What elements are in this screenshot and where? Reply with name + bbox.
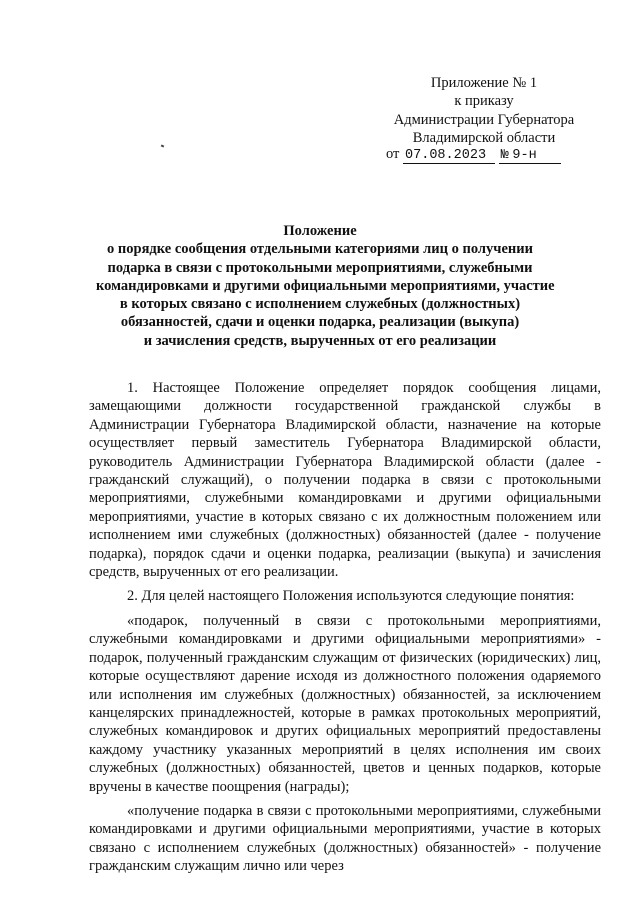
order-reference bbox=[386, 146, 561, 164]
document-body bbox=[89, 379, 601, 882]
appendix-line: Владимирской области bbox=[412, 130, 556, 147]
title-line: и зачисления средств, вырученных от его реализации bbox=[143, 332, 497, 349]
appendix-line: к приказу bbox=[454, 93, 514, 110]
appendix-line: Администрации Губернатора bbox=[393, 111, 575, 128]
title-line: Положение bbox=[283, 223, 357, 239]
order-date: 07.08.2023 bbox=[403, 148, 495, 164]
paragraph-2: 2. Для целей настоящего Положения используются следующие понятия: bbox=[127, 588, 575, 605]
scan-mark bbox=[161, 144, 165, 147]
title-line: обязанностей, сдачи и оценки подарка, реализации (выкупа) bbox=[120, 314, 520, 331]
paragraph-3: «подарок, полученный в связи с протокольными мероприятиями, служебными командировками и другими официальными мероприятиями» - подарок, полученный гражданским служащим от физических (юридических) лиц, которые осуществляют дарение исходя из должностного положения одаряемого или исполнения им служебных (должностных) обязанностей, за исключением канцелярских принадлежностей, которые в рамках протокольных мероприятий, служебных командировок и других официальных мероприятий предоставлены каждому участнику указанных мероприятий в целях исполнения им своих служебных (должностных) обязанностей, цветов и ценных подарков, которые вручены в качестве поощрения (награды); bbox=[89, 612, 601, 795]
order-number: 9-н bbox=[512, 148, 537, 163]
appendix-title: Приложение № 1 bbox=[430, 75, 538, 91]
appendix-header bbox=[384, 74, 584, 148]
order-prefix: от bbox=[386, 146, 400, 162]
paragraph-4: «получение подарка в связи с протокольными мероприятиями, служебными командировками и другими официальными мероприятиями, участие в которых связано с исполнением служебных (должностных) обязанностей» - получение гражданским служащим лично или через bbox=[89, 802, 601, 875]
document-title bbox=[96, 222, 555, 350]
title-line: подарка в связи с протокольными мероприятиями, служебными bbox=[107, 259, 533, 276]
title-line: в которых связано с исполнением служебных (должностных) bbox=[119, 296, 521, 313]
title-line: командировками и другими официальными мероприятиями, участие bbox=[96, 277, 555, 294]
order-number-sign: № bbox=[500, 148, 509, 163]
title-line: о порядке сообщения отдельными категориями лиц о получении bbox=[107, 241, 533, 258]
paragraph-1: 1. Настоящее Положение определяет порядок сообщения лицами, замещающими должности государственной гражданской службы в Администрации Губернатора Владимирской области, назначение на которые осуществляет первый заместитель Губернатора Владимирской области, руководитель Администрации Губернатора Владимирской области (далее - гражданский служащий), о получении подарка в связи с протокольными мероприятиями, служебными командировками и другими официальными мероприятиями, участие в которых связано с их должностным положением или исполнением ими служебных (должностных) обязанностей (далее - получение подарка), порядок сдачи и оценки подарка, реализации (выкупа) и зачисления средств, вырученных от его реализации. bbox=[89, 380, 601, 581]
